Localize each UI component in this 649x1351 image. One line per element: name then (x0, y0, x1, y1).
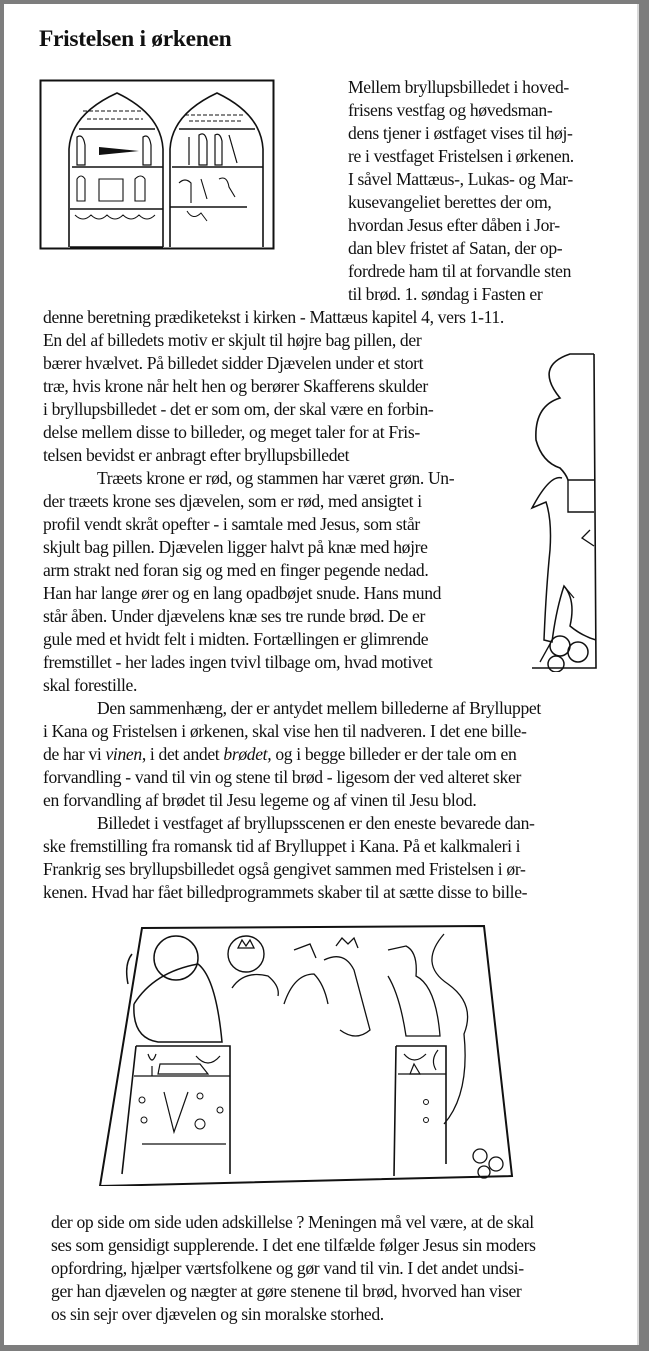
arch-paintings-figure (39, 79, 275, 250)
devil-tree-figure (530, 350, 598, 672)
devil-tree-illustration (530, 350, 598, 672)
text-line: telsen bevidst er anbragt efter bryllupsbilledet (43, 445, 350, 465)
wedding-cana-illustration (98, 924, 516, 1186)
text-line: Frankrig ses bryllupsbilledet også gengivet sammen med Fristelsen i ør- (43, 859, 526, 879)
text-line: re i vestfaget Fristelsen i ørkenen. (348, 146, 574, 166)
text-line: fordrede ham til at forvandle sten (348, 261, 572, 281)
text-line: En del af billedets motiv er skjult til højre bag pillen, der (43, 330, 422, 350)
text-line: ses som gensidigt supplerende. I det ene tilfælde følger Jesus sin moders (51, 1235, 536, 1255)
text-line: Mellem bryllupsbilledet i hoved- (348, 77, 569, 97)
text-line: står åben. Under djævelens knæ ses tre runde brød. De er (43, 606, 426, 626)
text-line: hvordan Jesus efter dåben i Jor- (348, 215, 560, 235)
text-line: gule med et hvidt felt i midten. Fortællingen er glimrende (43, 629, 429, 649)
document-page (4, 4, 639, 1345)
text-line: bærer hvælvet. På billedet sidder Djævelen under et stort (43, 353, 424, 373)
text-line: frisens vestfag og høvedsman- (348, 100, 553, 120)
text-line: skjult bag pillen. Djævelen ligger halvt på knæ med højre (43, 537, 428, 557)
text-line: Billedet i vestfaget af bryllupsscenen er den eneste bevarede dan- (97, 813, 535, 833)
wedding-cana-figure (98, 924, 516, 1186)
text-line: profil vendt skråt opefter - i samtale med Jesus, som står (43, 514, 420, 534)
text-line: træ, hvis krone når helt hen og berører Skafferens skulder (43, 376, 428, 396)
text-line: ger han djævelen og nægter at gøre stenene til brød, hvorved han viser (51, 1281, 522, 1301)
text-line: Den sammenhæng, der er antydet mellem billederne af Brylluppet (97, 698, 541, 718)
text-line: opfordring, hjælper værtsfolkene og gør vand til vin. I det andet undsi- (51, 1258, 524, 1278)
page-title: Fristelsen i ørkenen (39, 26, 232, 52)
text-line: der op side om side uden adskillelse ? Meningen må vel være, at de skal (51, 1212, 534, 1232)
text-line: Han har lange ører og en lang opadbøjet snude. Hans mund (43, 583, 442, 603)
text-line: dens tjener i østfaget vises til høj- (348, 123, 573, 143)
text-line: forvandling - vand til vin og stene til brød - ligesom der ved alteret sker (43, 767, 521, 787)
text-line: dan blev fristet af Satan, der op- (348, 238, 563, 258)
text-line: kenen. Hvad har fået billedprogrammets skaber til at sætte disse to bille- (43, 882, 528, 902)
text-line: der træets krone ses djævelen, som er rød, med ansigtet i (43, 491, 422, 511)
text-line-italic-mix: de har vi vinen, i det andet brødet, og i begge billeder er der tale om en (43, 744, 517, 764)
text-line: denne beretning prædiketekst i kirken - Mattæus kapitel 4, vers 1-11. (43, 307, 504, 327)
arch-paintings-illustration (39, 79, 275, 250)
text-line: arm strakt ned foran sig og med en finger pegende nedad. (43, 560, 429, 580)
text-line: en forvandling af brødet til Jesu legeme og af vinen til Jesu blod. (43, 790, 477, 810)
text-line: til brød. 1. søndag i Fasten er (348, 284, 543, 304)
text-line: Træets krone er rød, og stammen har været grøn. Un- (97, 468, 455, 488)
text-line: ske fremstilling fra romansk tid af Brylluppet i Kana. På et kalkmaleri i (43, 836, 521, 856)
text-line: I såvel Mattæus-, Lukas- og Mar- (348, 169, 573, 189)
text-line: skal forestille. (43, 675, 138, 695)
text-line: i Kana og Fristelsen i ørkenen, skal vise hen til nadveren. I det ene bille- (43, 721, 527, 741)
text-line: fremstillet - her lades ingen tvivl tilbage om, hvad motivet (43, 652, 433, 672)
text-line: i bryllupsbilledet - det er som om, der skal være en forbin- (43, 399, 434, 419)
text-line: delse mellem disse to billeder, og meget taler for at Fris- (43, 422, 420, 442)
text-line: os sin sejr over djævelen og sin moralske storhed. (51, 1304, 384, 1324)
text-line: kusevangeliet berettes der om, (348, 192, 552, 212)
